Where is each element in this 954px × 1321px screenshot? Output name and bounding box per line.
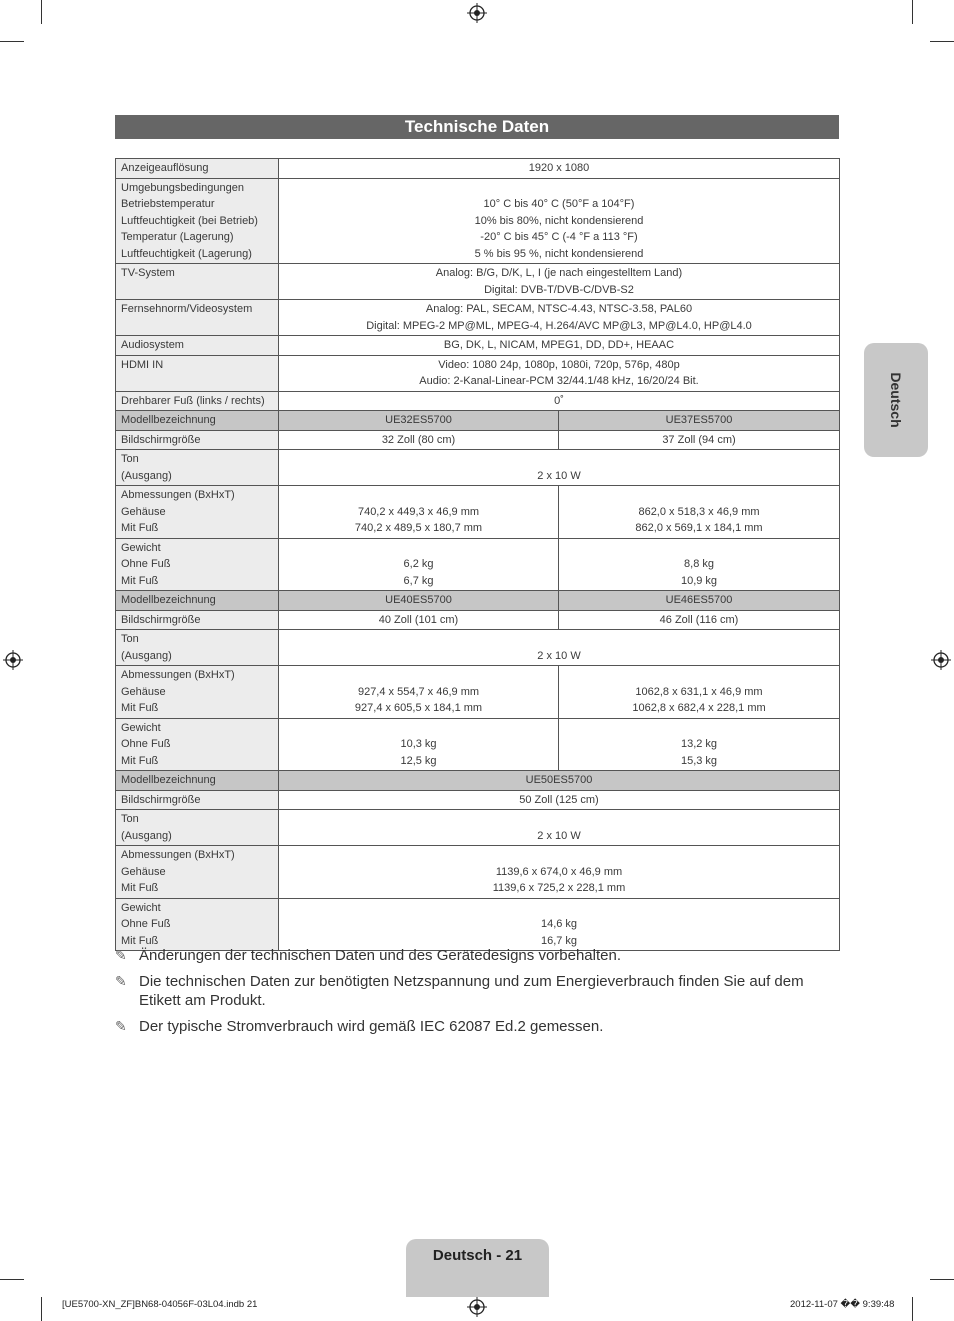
value-line: 8,8 kg [684, 558, 714, 570]
row-label: Bildschirmgröße [116, 790, 279, 810]
table-row [116, 898, 840, 951]
label-line: Ohne Fuß [121, 558, 171, 570]
label-line: Gehäuse [121, 865, 166, 878]
spec-table [115, 158, 840, 951]
value-line: Video: 1080 24p, 1080p, 1080i, 720p, 576p, 480p [438, 358, 680, 371]
label-line: Ton [121, 453, 139, 465]
value-line: 15,3 kg [680, 754, 718, 767]
note-text: Änderungen der technischen Daten und des Gerätedesigns vorbehalten. [139, 947, 621, 964]
value-line: 1062,8 x 631,1 x 46,9 mm [635, 685, 763, 698]
dimensions [279, 846, 840, 899]
label-line: (Ausgang) [121, 469, 172, 482]
crop-mark [930, 1279, 954, 1280]
value-line: 10% bis 80%, nicht kondensierend [474, 214, 644, 227]
label-line: Temperatur (Lagerung) [121, 231, 234, 243]
crop-mark [912, 1297, 913, 1321]
model-row [116, 771, 840, 791]
value-line: Analog: B/G, D/K, L, I (je nach eingestelltem Land) [435, 267, 683, 279]
table-row [116, 630, 840, 666]
label-line: Abmessungen (BxHxT) [121, 489, 235, 501]
model-row [116, 591, 840, 611]
row-label [116, 630, 279, 666]
dimensions [279, 666, 559, 719]
row-value [279, 300, 840, 336]
label-line: Gehäuse [121, 505, 166, 518]
table-row [116, 450, 840, 486]
value-line: Analog: PAL, SECAM, NTSC-4.43, NTSC-3.58, PAL60 [425, 303, 693, 315]
crop-mark [41, 0, 42, 24]
table-row [116, 846, 840, 899]
note-item [115, 1017, 839, 1036]
row-label: Modellbezeichnung [116, 591, 279, 611]
value-line: 14,6 kg [540, 918, 578, 930]
label-line: Betriebstemperatur [121, 198, 215, 210]
label-line: Gewicht [121, 721, 161, 734]
model-name: UE37ES5700 [559, 411, 840, 431]
label-line: (Ausgang) [121, 649, 172, 662]
table-row [116, 486, 840, 539]
label-line: Abmessungen (BxHxT) [121, 849, 235, 861]
label-line: Luftfeuchtigkeit (Lagerung) [121, 247, 252, 260]
weight [279, 538, 559, 591]
pencil-note-icon: ✎ [115, 1018, 127, 1034]
label-line: Abmessungen (BxHxT) [121, 669, 235, 681]
dimensions [559, 486, 840, 539]
screen-size: 50 Zoll (125 cm) [279, 790, 840, 810]
model-name: UE50ES5700 [279, 771, 840, 791]
crop-mark [0, 41, 24, 42]
row-label [116, 538, 279, 591]
table-row [116, 790, 840, 810]
crop-mark [0, 1279, 24, 1280]
row-label: HDMI IN [116, 355, 279, 391]
note-text: Der typische Stromverbrauch wird gemäß IEC 62087 Ed.2 gemessen. [139, 1018, 604, 1035]
language-tab-label: Deutsch [888, 372, 904, 428]
label-line: (Ausgang) [121, 829, 172, 842]
row-label: Bildschirmgröße [116, 610, 279, 630]
label-line: Mit Fuß [121, 754, 159, 767]
table-row [116, 430, 840, 450]
label-line: Gewicht [121, 541, 161, 554]
row-label [116, 898, 279, 951]
row-value [279, 178, 840, 264]
value-line: 10,3 kg [400, 738, 437, 750]
row-value: 1920 x 1080 [279, 159, 840, 179]
value-line: 862,0 x 569,1 x 184,1 mm [635, 522, 763, 534]
registration-mark-icon [467, 1297, 487, 1317]
table-row [116, 300, 840, 336]
value-line: 16,7 kg [540, 934, 578, 947]
value-line: 1139,6 x 674,0 x 46,9 mm [495, 865, 623, 878]
label-line: Gewicht [121, 901, 161, 914]
table-row [116, 718, 840, 771]
sound-output: 2 x 10 W [279, 810, 840, 846]
row-value [279, 264, 840, 300]
screen-size: 46 Zoll (116 cm) [559, 610, 840, 630]
section-title: Technische Daten [115, 115, 839, 139]
value-line: 862,0 x 518,3 x 46,9 mm [638, 505, 760, 518]
value-line: 740,2 x 489,5 x 180,7 mm [354, 522, 483, 534]
label-line: Ohne Fuß [121, 738, 171, 750]
row-label: Anzeigeauflösung [116, 159, 279, 179]
row-value: BG, DK, L, NICAM, MPEG1, DD, DD+, HEAAC [279, 336, 840, 356]
label-line: Mit Fuß [121, 702, 159, 714]
label-line: Mit Fuß [121, 522, 159, 534]
footer-timestamp: 2012-11-07 �� 9:39:48 [790, 1299, 895, 1310]
row-label: Fernsehnorm/Videosystem [116, 300, 279, 336]
screen-size: 37 Zoll (94 cm) [559, 430, 840, 450]
label-line: Mit Fuß [121, 934, 159, 947]
value-line: 5 % bis 95 %, nicht kondensierend [474, 247, 644, 260]
pencil-note-icon: ✎ [115, 947, 127, 963]
label-line: Mit Fuß [121, 882, 159, 894]
dimensions [279, 486, 559, 539]
value-line: Digital: MPEG-2 MP@ML, MPEG-4, H.264/AVC MP@L3, MP@L4.0, HP@L4.0 [366, 319, 752, 332]
table-row [116, 538, 840, 591]
registration-mark-icon [931, 650, 951, 670]
label-line: Ton [121, 813, 139, 825]
value-line: 740,2 x 449,3 x 46,9 mm [357, 505, 480, 518]
row-label: TV-System [116, 264, 279, 300]
label-line: Luftfeuchtigkeit (bei Betrieb) [121, 214, 258, 227]
value-line: 1139,6 x 725,2 x 228,1 mm [492, 882, 626, 894]
row-label: Bildschirmgröße [116, 430, 279, 450]
sound-output: 2 x 10 W [279, 450, 840, 486]
row-label [116, 450, 279, 486]
table-row [116, 159, 840, 179]
note-item [115, 946, 839, 965]
table-row [116, 264, 840, 300]
table-row [116, 355, 840, 391]
row-label [116, 846, 279, 899]
table-row [116, 810, 840, 846]
table-row [116, 610, 840, 630]
table-row [116, 178, 840, 264]
value-line: 12,5 kg [400, 754, 437, 767]
label-line: Ohne Fuß [121, 918, 171, 930]
crop-mark [930, 41, 954, 42]
row-label: Drehbarer Fuß (links / rechts) [116, 391, 279, 411]
label-line: Mit Fuß [121, 574, 159, 587]
language-tab [864, 343, 928, 457]
page-number: Deutsch - 21 [406, 1239, 549, 1297]
value-line: 1062,8 x 682,4 x 228,1 mm [632, 702, 766, 714]
table-row [116, 336, 840, 356]
value-line: Audio: 2-Kanal-Linear-PCM 32/44.1/48 kHz, 16/20/24 Bit. [419, 375, 699, 387]
registration-mark-icon [3, 650, 23, 670]
row-label [116, 178, 279, 264]
sound-output: 2 x 10 W [279, 630, 840, 666]
weight [279, 898, 840, 951]
notes [115, 946, 839, 1043]
note-text: Die technischen Daten zur benötigten Netzspannung und zum Energieverbrauch finden Sie auf dem Etikett am Produkt. [139, 973, 804, 1009]
value-line: 927,4 x 605,5 x 184,1 mm [354, 702, 483, 714]
label-line: Umgebungsbedingungen [121, 181, 244, 194]
weight [559, 718, 840, 771]
row-label [116, 718, 279, 771]
weight [279, 718, 559, 771]
model-name: UE32ES5700 [279, 411, 559, 431]
row-label [116, 810, 279, 846]
crop-mark [912, 0, 913, 24]
note-item [115, 972, 839, 1010]
label-line: Gehäuse [121, 685, 166, 698]
crop-mark [41, 1297, 42, 1321]
value-line: -20° C bis 45° C (-4 °F a 113 °F) [480, 231, 638, 243]
row-label [116, 666, 279, 719]
value-line: 10,9 kg [680, 574, 718, 587]
dimensions [559, 666, 840, 719]
value-line: 927,4 x 554,7 x 46,9 mm [357, 685, 480, 698]
label-line: Ton [121, 633, 139, 645]
screen-size: 40 Zoll (101 cm) [279, 610, 559, 630]
row-label: Modellbezeichnung [116, 411, 279, 431]
model-row [116, 411, 840, 431]
pencil-note-icon: ✎ [115, 973, 127, 989]
weight [559, 538, 840, 591]
row-label: Modellbezeichnung [116, 771, 279, 791]
row-value: 0˚ [279, 391, 840, 411]
value-line: 10° C bis 40° C (50°F a 104°F) [483, 198, 635, 210]
row-value [279, 355, 840, 391]
value-line: 13,2 kg [680, 738, 718, 750]
screen-size: 32 Zoll (80 cm) [279, 430, 559, 450]
value-line: 6,2 kg [403, 558, 434, 570]
table-row [116, 666, 840, 719]
model-name: UE40ES5700 [279, 591, 559, 611]
value-line: Digital: DVB-T/DVB-C/DVB-S2 [484, 283, 634, 296]
table-row [116, 391, 840, 411]
row-label: Audiosystem [116, 336, 279, 356]
registration-mark-icon [467, 3, 487, 23]
value-line: 6,7 kg [403, 574, 434, 587]
footer-file-info: [UE5700-XN_ZF]BN68-04056F-03L04.indb 21 [62, 1299, 258, 1310]
row-label [116, 486, 279, 539]
model-name: UE46ES5700 [559, 591, 840, 611]
